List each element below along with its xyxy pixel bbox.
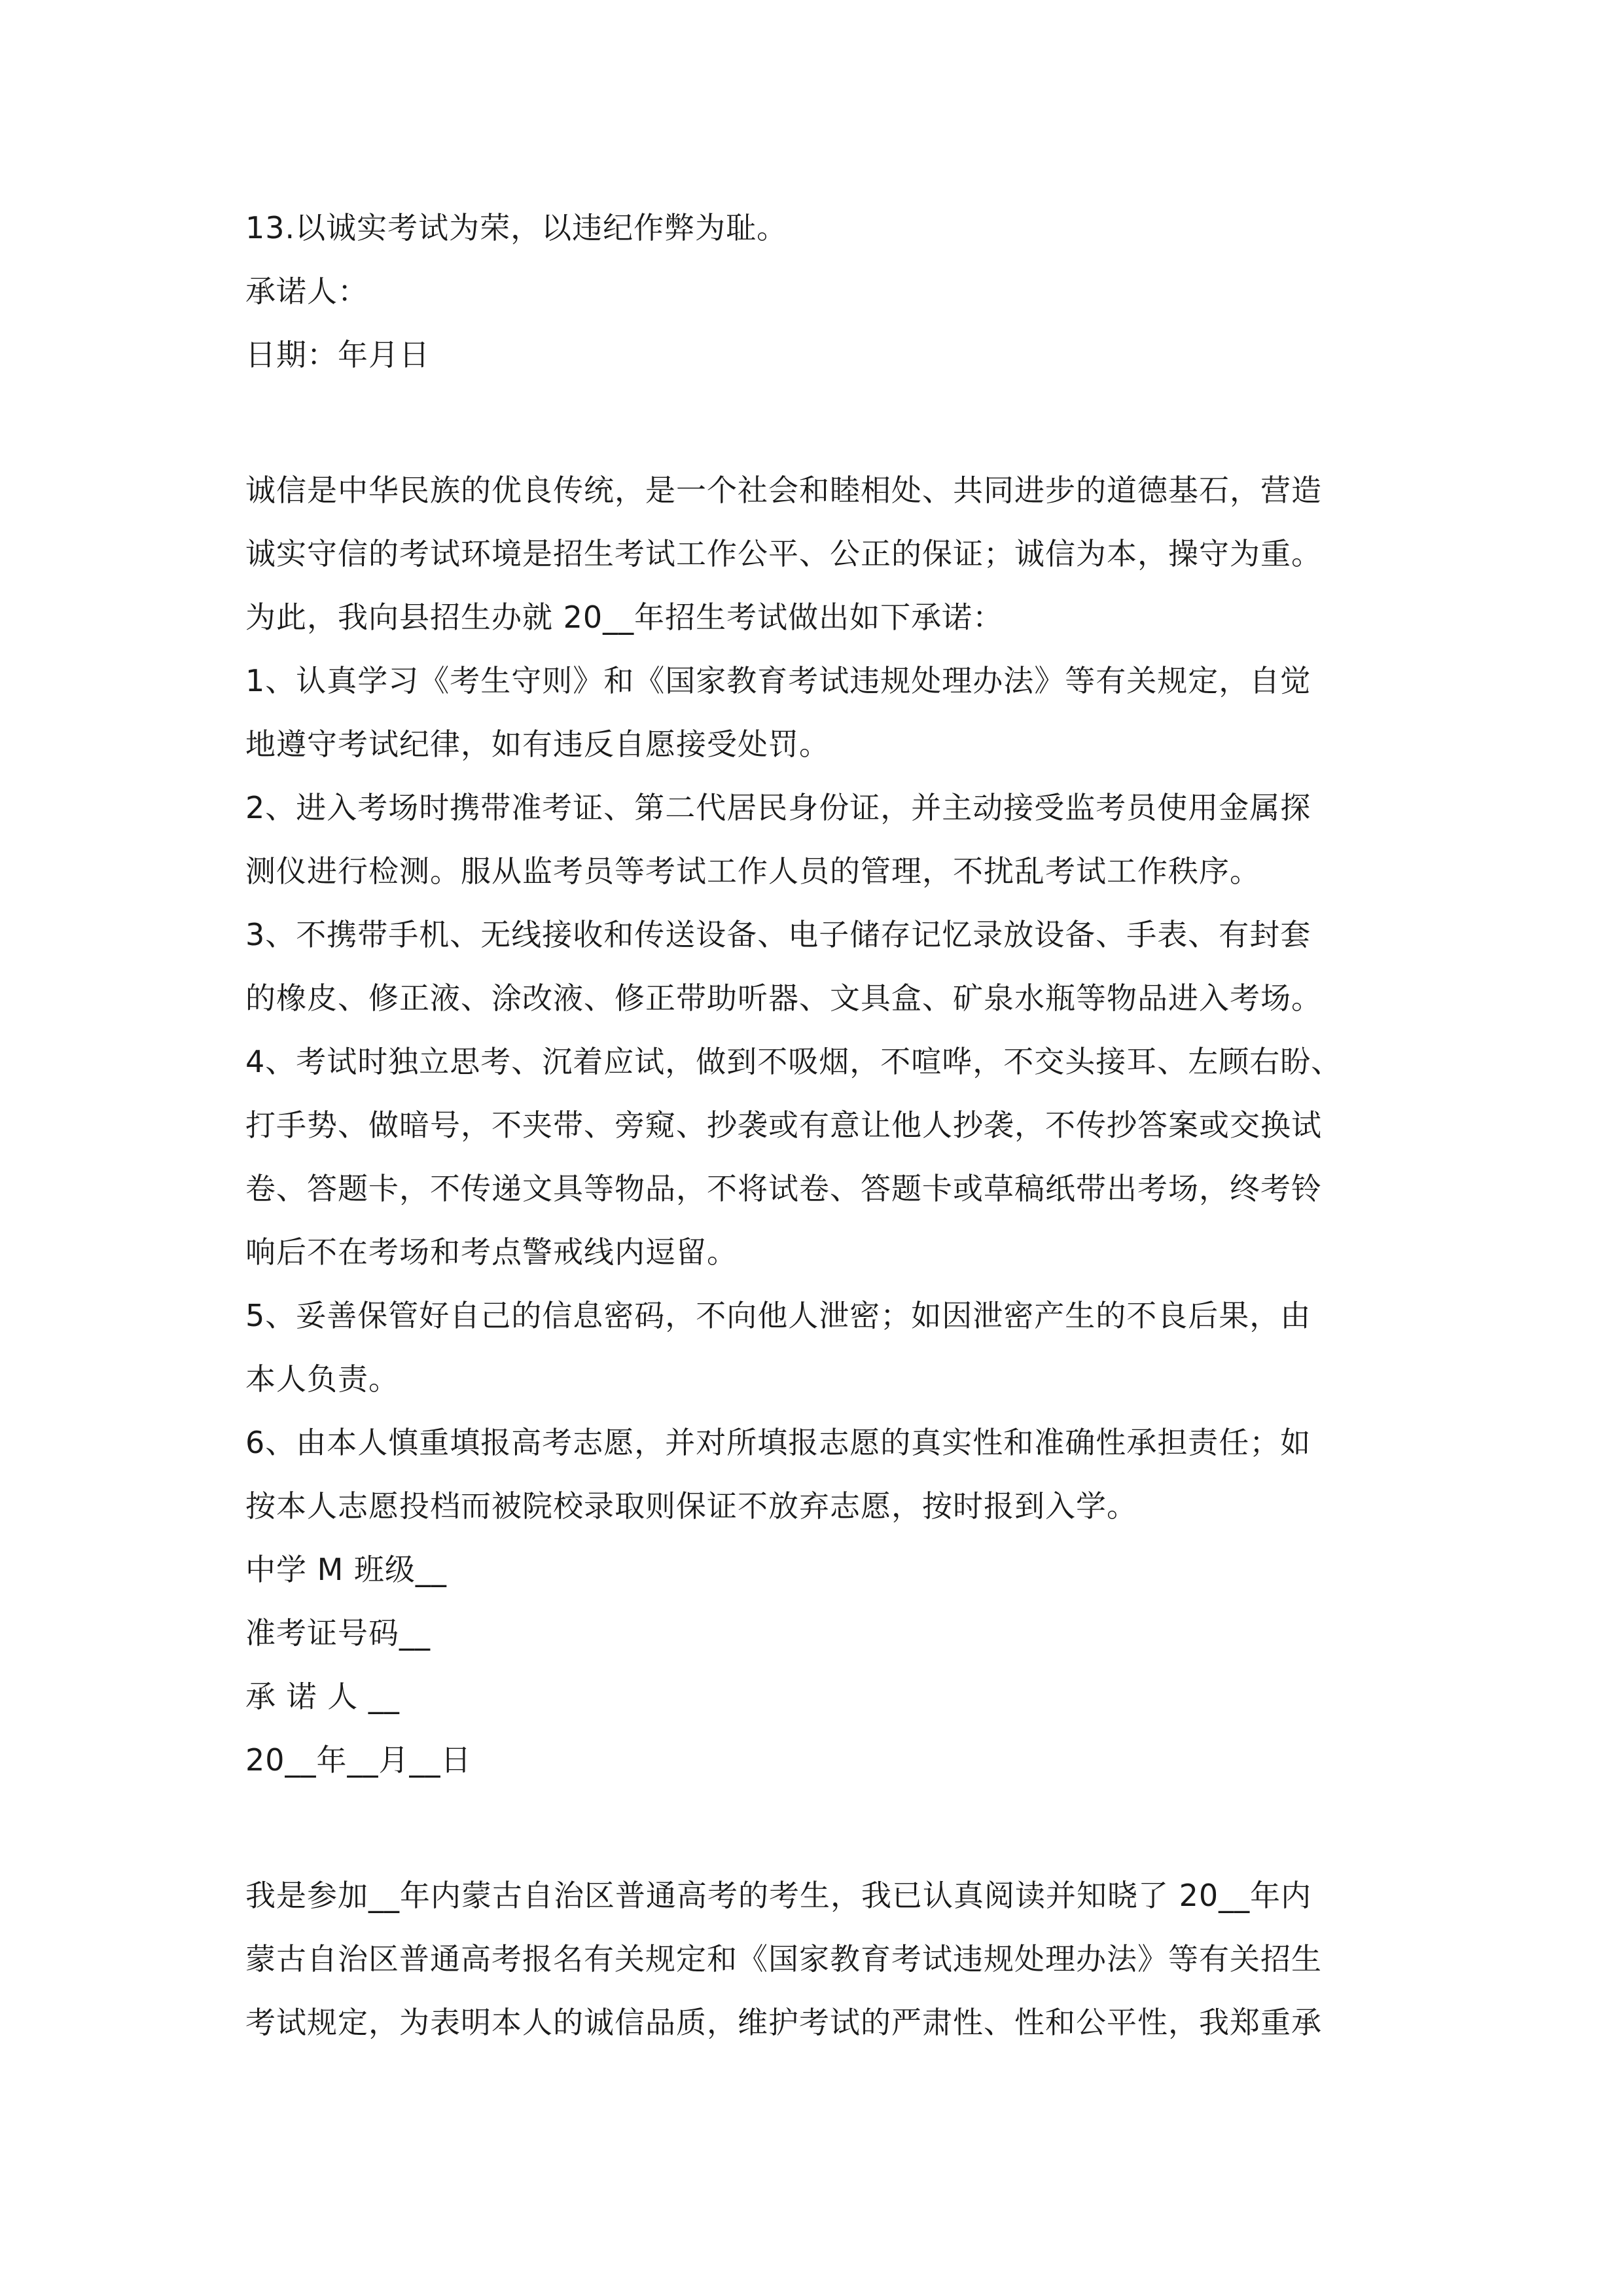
text-line: 蒙古自治区普通高考报名有关规定和《国家教育考试违规处理办法》等有关招生 xyxy=(245,1941,1322,1977)
text-line: 打手势、做暗号，不夹带、旁窥、抄袭或有意让他人抄袭，不传抄答案或交换试 xyxy=(245,1107,1322,1143)
section-gap xyxy=(245,387,1397,459)
section-pledge-ending xyxy=(245,196,1397,387)
text-line: 诚实守信的考试环境是招生考试工作公平、公正的保证；诚信为本，操守为重。 xyxy=(245,536,1322,571)
text-line: 的橡皮、修正液、涂改液、修正带助听器、文具盒、矿泉水瓶等物品进入考场。 xyxy=(245,980,1322,1016)
text-line: 3、不携带手机、无线接收和传送设备、电子储存记忆录放设备、手表、有封套 xyxy=(245,917,1311,952)
section-inner-mongolia-pledge xyxy=(245,1864,1397,2054)
signer-field-line: 承 诺 人 __ xyxy=(245,1679,400,1714)
text-line: 1、认真学习《考生守则》和《国家教育考试违规处理办法》等有关规定，自觉 xyxy=(245,663,1311,698)
text-line: 承诺人： xyxy=(245,274,368,309)
text-line: 本人负责。 xyxy=(245,1361,399,1397)
text-line: 13.以诚实考试为荣，以违纪作弊为耻。 xyxy=(245,210,788,245)
document-body xyxy=(245,196,1397,2054)
text-line: 5、妥善保管好自己的信息密码，不向他人泄密；如因泄密产生的不良后果，由 xyxy=(245,1298,1311,1333)
text-line: 按本人志愿投档而被院校录取则保证不放弃志愿，按时报到入学。 xyxy=(245,1488,1137,1524)
text-line: 地遵守考试纪律，如有违反自愿接受处罚。 xyxy=(245,726,830,762)
text-line: 我是参加__年内蒙古自治区普通高考的考生，我已认真阅读并知晓了 20__年内 xyxy=(245,1878,1312,1913)
text-line: 日期：年月日 xyxy=(245,337,430,372)
text-line: 6、由本人慎重填报高考志愿，并对所填报志愿的真实性和准确性承担责任；如 xyxy=(245,1425,1311,1460)
date-field-line: 20__年__月__日 xyxy=(245,1742,472,1778)
text-line: 为此，我向县招生办就 20__年招生考试做出如下承诺： xyxy=(245,600,1004,635)
text-line: 考试规定，为表明本人的诚信品质，维护考试的严肃性、性和公平性，我郑重承 xyxy=(245,2005,1322,2040)
section-exam-integrity-pledge xyxy=(245,459,1397,1792)
class-field-line: 中学 M 班级__ xyxy=(245,1552,447,1587)
text-line: 诚信是中华民族的优良传统，是一个社会和睦相处、共同进步的道德基石，营造 xyxy=(245,473,1322,508)
text-line: 测仪进行检测。服从监考员等考试工作人员的管理，不扰乱考试工作秩序。 xyxy=(245,853,1260,889)
exam-number-field-line: 准考证号码__ xyxy=(245,1615,431,1651)
text-line: 2、进入考场时携带准考证、第二代居民身份证，并主动接受监考员使用金属探 xyxy=(245,790,1311,825)
text-line: 卷、答题卡，不传递文具等物品，不将试卷、答题卡或草稿纸带出考场，终考铃 xyxy=(245,1171,1322,1206)
text-line: 响后不在考场和考点警戒线内逗留。 xyxy=(245,1234,738,1270)
section-gap xyxy=(245,1792,1397,1864)
text-line: 4、考试时独立思考、沉着应试，做到不吸烟，不喧哗，不交头接耳、左顾右盼、 xyxy=(245,1044,1342,1079)
